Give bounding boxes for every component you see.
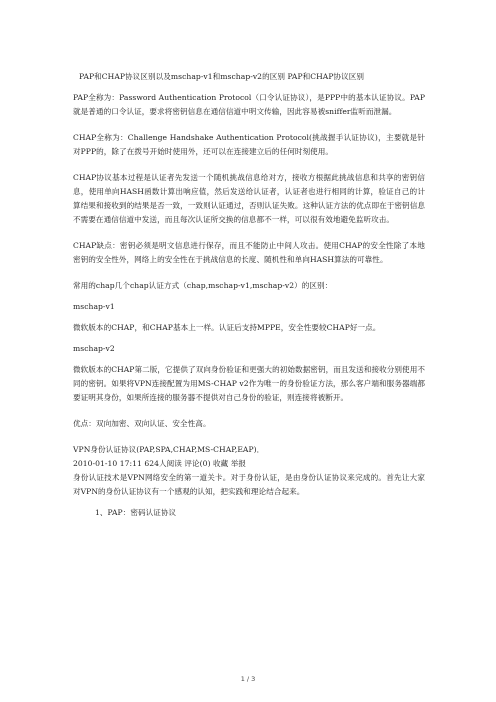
paragraph-pap-definition: PAP全称为：Password Authentication Protocol（口令认证协议），是PPP中的基本认证协议。PAP就是普通的口令认证，要求将密钥信息在通信信道中明文传输，因此容易被sniffer监听而泄漏。 [73,93,425,116]
paragraph-mschap-v2: 微软版本的CHAP第二版，它提供了双向身份验证和更强大的初始数据密钥，而且发送和接收分别使用不同的密钥。如果将VPN连接配置为用MS-CHAP v2作为唯一的身份验证方法，那么客户端和服务器端都要证明其身份，如果所连接的服务器不提供对自己身份的验证，则连接将被断开。 [73,365,425,402]
post-meta: 2010-01-10 17:11 624人阅读 评论(0) 收藏 举报 [73,459,247,468]
paragraph-chap-process: CHAP协议基本过程是认证者先发送一个随机挑战信息给对方，接收方根据此挑战信息和共享的密钥信息，使用单向HASH函数计算出响应值，然后发送给认证者，认证者也进行相同的计算，验证自己的计算结果和接收到的结果是否一致，一致则认证通过，否则认证失败。这种认证方法的优点即在于密钥信息不需要在通信信道中发送，而且每次认证所交换的信息都不一样，可以很有效地避免监听攻击。 [73,173,425,224]
list-item-pap: 1、PAP：密码认证协议 [95,508,177,517]
heading-mschap-v1: mschap-v1 [73,302,115,311]
paragraph-chap-variants-intro: 常用的chap几个chap认证方式（chap,mschap-v1,mschap-v2）的区别： [73,281,333,290]
paragraph-chap-drawbacks: CHAP缺点：密钥必须是明文信息进行保存，而且不能防止中间人攻击。使用CHAP的安全性除了本地密钥的安全性外，网络上的安全性在于挑战信息的长度、随机性和单向HASH算法的可靠性。 [73,241,425,264]
paragraph-mschap-v1: 微软版本的CHAP，和CHAP基本上一样。认证后支持MPPE，安全性要较CHAP好一点。 [73,323,381,332]
document-body [73,70,425,520]
paragraph-chap-definition: CHAP全称为：Challenge Handshake Authentication Protocol(挑战握手认证协议)，主要就是针对PPP的，除了在拨号开始时使用外，还可以在连接建立后的任何时刻使用。 [73,133,425,156]
paragraph-advantages: 优点：双向加密、双向认证、安全性高。 [73,419,211,428]
document-title: PAP和CHAP协议区别以及mschap-v1和mschap-v2的区别 PAP和CHAP协议区别 [79,72,365,81]
page-number: 1 / 3 [240,675,256,683]
paragraph-vpn-intro: 身份认证技术是VPN网络安全的第一道关卡。对于身份认证，是由身份认证协议来完成的。首先让大家对VPN的身份认证协议有一个感观的认知，把实践和理论结合起来。 [73,473,425,496]
section-title-vpn-auth: VPN身份认证协议(PAP,SPA,CHAP,MS-CHAP,EAP)． [73,445,265,454]
heading-mschap-v2: mschap-v2 [73,344,115,353]
